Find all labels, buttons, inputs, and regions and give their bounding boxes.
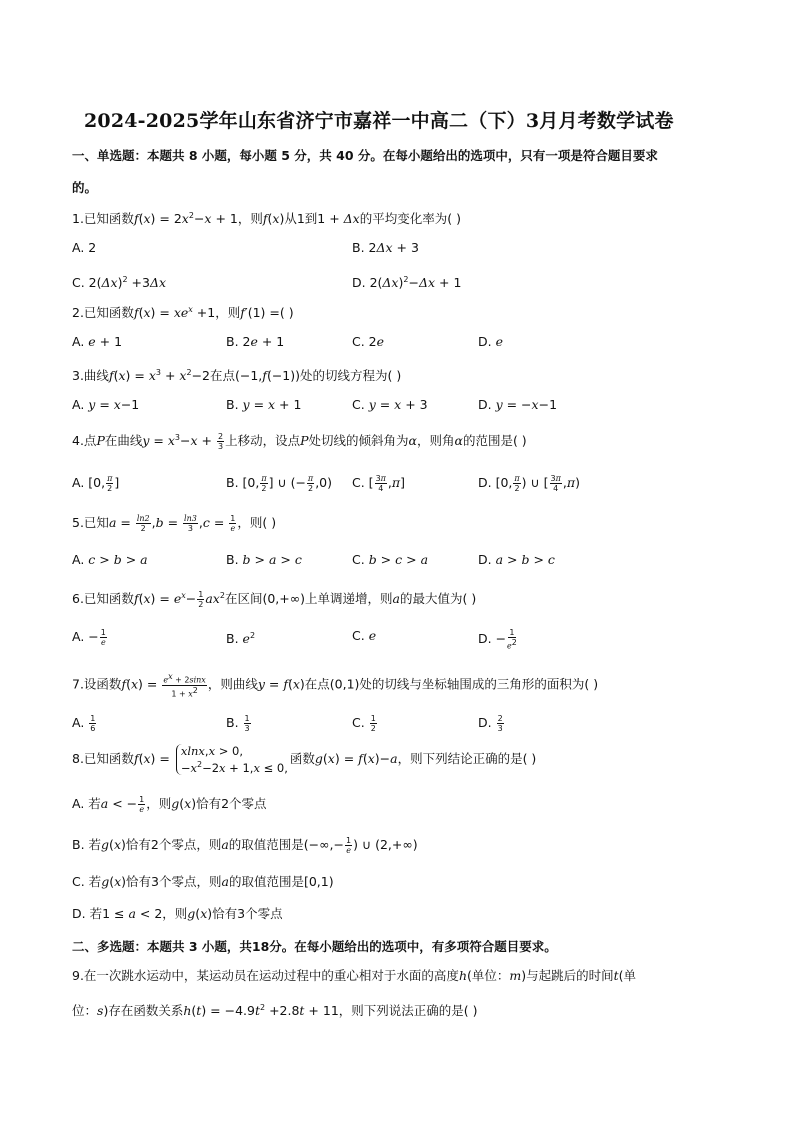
question-8-option-d[interactable]: D. 若1 ≤ a < 2，则g(x)恰有3个零点 (72, 906, 283, 921)
question-8-stem: 8.已知函数f(x) = xlnx,x > 0, $-x^2-2x + 1,x \le 0$,函数g(x) = f(x)−a，则下列结论正确的是( ) (72, 744, 537, 775)
question-3-option-c[interactable]: C. y = x + 3 (352, 397, 428, 412)
question-8-option-c[interactable]: C. 若g(x)恰有3个零点，则a的取值范围是[0,1) (72, 874, 334, 889)
question-3-option-d[interactable]: D. y = −x−1 (478, 397, 558, 412)
section-heading-multi-choice: 二、多选题：本题共 3 小题，共18分。在每小题给出的选项中，有多项符合题目要求。 (72, 939, 557, 954)
question-4-option-a[interactable]: A. [0, $\frac{\pi}{2}$ ] (72, 474, 120, 493)
question-5-option-c[interactable]: C. b > c > a (352, 552, 429, 567)
question-7-option-b[interactable]: B. $\frac{1}{3}$ (226, 714, 250, 733)
question-1-option-c[interactable]: C. $2(\Delta x)^2 +3\Delta x$ (72, 275, 167, 291)
question-5-option-d[interactable]: D. a > b > c (478, 552, 555, 567)
question-2-stem: 2.已知函数$f(x) = xe^x +1$，则f′(1) =( ) (72, 305, 294, 321)
question-1-stem: 1.已知函数$f(x) = 2x^2-x + 1$，则f(x)从1到1 + Δx的平均变化率为( ) (72, 211, 461, 227)
question-6-option-b[interactable]: B. $e^2$ (226, 631, 256, 647)
question-2-option-d[interactable]: D. e (478, 334, 503, 349)
question-4-option-d[interactable]: D. [0, $\frac{\pi}{2}$ ) ∪ [ $\frac{3\pi}{4}$ ,π) (478, 474, 580, 493)
question-3-option-b[interactable]: B. y = x + 1 (226, 397, 302, 412)
question-2-option-a[interactable]: A. e + 1 (72, 334, 123, 349)
question-1-option-a[interactable]: A. 2 (72, 240, 97, 255)
page-title: 2024-2025学年山东省济宁市嘉祥一中高二（下）3月月考数学试卷 (84, 110, 674, 132)
section-heading-single-choice: 一、单选题：本题共 8 小题，每小题 5 分，共 40 分。在每小题给出的选项中，只有一项是符合题目要求 (72, 148, 658, 163)
question-4-stem: 4.点P在曲线$y = x^3-x$ + $\frac{2}{3}$ 上移动，设点P处切线的倾斜角为α，则角α的范围是( ) (72, 432, 527, 452)
question-6-stem: 6.已知函数$f(x) = e^x-$ $\frac{1}{2}$ $ax^2$在区间(0,+∞)上单调递增，则a的最大值为( ) (72, 590, 477, 610)
question-2-option-c[interactable]: C. 2e (352, 334, 385, 349)
question-5-option-b[interactable]: B. b > a > c (226, 552, 302, 567)
question-1-option-d[interactable]: D. $2(\Delta x)^2-\Delta x + 1$ (352, 275, 462, 291)
question-5-stem: 5.已知a = $\frac{\ln 2}{2}$ ,b = $\frac{\ln 3}{3}$ ,c = $\frac{1}{e}$ ，则( ) (72, 514, 277, 533)
question-7-option-c[interactable]: C. $\frac{1}{2}$ (352, 714, 376, 733)
question-1-option-b[interactable]: B. 2Δx + 3 (352, 240, 419, 255)
question-8-option-a[interactable]: A. 若a < − $\frac{1}{e}$ ，则g(x)恰有2个零点 (72, 795, 267, 814)
question-8-option-b[interactable]: B. 若g(x)恰有2个零点，则a的取值范围是(−∞,− $\frac{1}{e}$ ) ∪ (2,+∞) (72, 836, 418, 855)
question-6-option-d[interactable]: D. − $\frac{1}{e^2}$ (478, 628, 517, 651)
question-9-stem-line-2: 位：s)存在函数关系$h(t) = -4.9t^2 +2.8t + 11$，则下列说法正确的是( ) (72, 1003, 478, 1019)
question-7-stem: 7.设函数f(x) = $\frac{e^x + 2\sin x}{1 + x^2}$ ，则曲线y = f(x)在点(0,1)处的切线与坐标轴围成的三角形的面积为( ) (72, 672, 599, 699)
question-6-option-a[interactable]: A. − $\frac{1}{e}$ (72, 628, 106, 647)
question-3-stem: 3.曲线$f(x) = x^3 + x^2-2$在点(−1,f(−1))处的切线方程为( ) (72, 368, 402, 384)
question-6-option-c[interactable]: C. e (352, 628, 377, 643)
question-7-option-d[interactable]: D. $\frac{2}{3}$ (478, 714, 503, 733)
question-4-option-b[interactable]: B. [0, $\frac{\pi}{2}$ ] ∪ (− $\frac{\pi}{2}$ ,0) (226, 474, 332, 493)
section-heading-continued: 的。 (72, 180, 98, 195)
question-3-option-a[interactable]: A. y = x−1 (72, 397, 140, 412)
question-2-option-b[interactable]: B. 2e + 1 (226, 334, 285, 349)
question-9-stem-line-1: 9.在一次跳水运动中，某运动员在运动过程中的重心相对于水面的高度h(单位：m)与起跳后的时间t(单 (72, 968, 637, 983)
question-5-option-a[interactable]: A. c > b > a (72, 552, 148, 567)
question-4-option-c[interactable]: C. [ $\frac{3\pi}{4}$ ,π] (352, 474, 406, 493)
question-7-option-a[interactable]: A. $\frac{1}{6}$ (72, 714, 96, 733)
